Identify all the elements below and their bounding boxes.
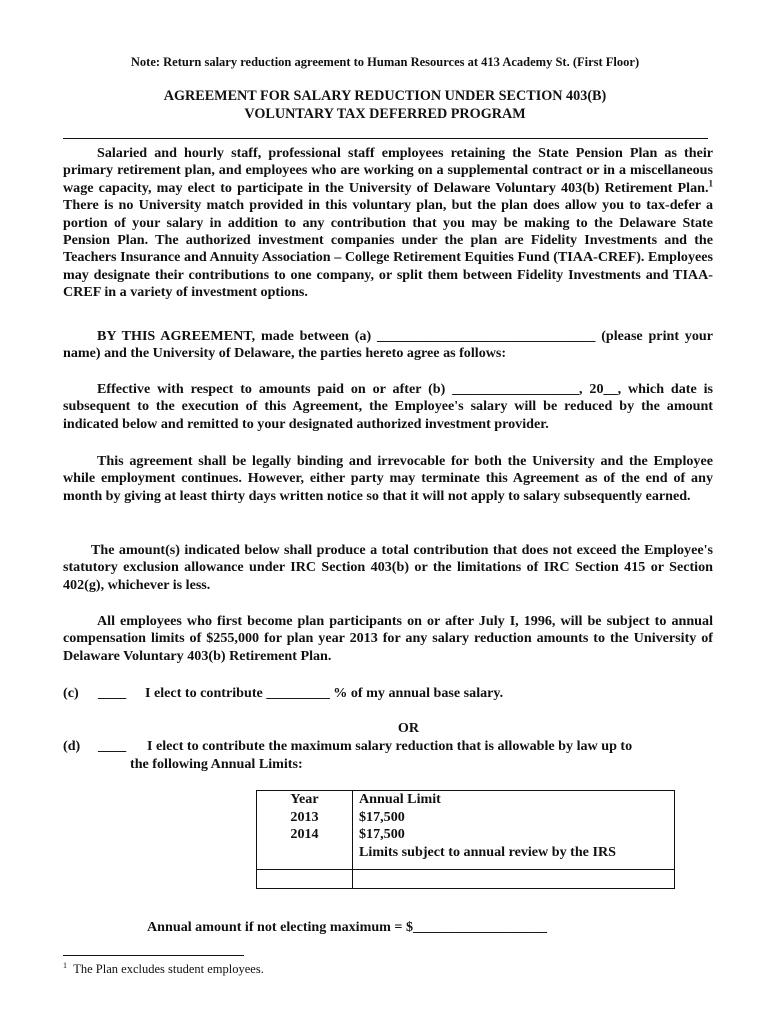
document-title-line1: AGREEMENT FOR SALARY REDUCTION UNDER SECTION 403(B) — [163, 88, 607, 104]
eligibility-paragraph — [63, 145, 713, 302]
footnote-marker: 1 — [63, 960, 67, 970]
row-year: 2014 — [257, 826, 353, 844]
footnote-text: The Plan excludes student employees. — [73, 962, 264, 976]
row-limit: $17,500 — [353, 809, 675, 827]
option-c-checkbox-blank[interactable]: ____ — [98, 685, 127, 701]
empty-cell — [353, 870, 675, 889]
title-divider — [63, 138, 708, 139]
header-year: Year — [257, 791, 353, 809]
option-c-text: I elect to contribute _________ % of my annual base salary. — [145, 685, 504, 701]
table-row — [257, 826, 675, 844]
table-row — [257, 844, 675, 870]
option-c-marker: (c) — [63, 685, 79, 701]
annual-limits-table — [256, 790, 675, 889]
agreement-parties-paragraph: BY THIS AGREEMENT, made between (a) _______________________________ (please print your name) and the University of Delaware, the parties hereto agree as follows: — [63, 328, 713, 362]
footnote-ref: 1 — [708, 178, 713, 189]
eligibility-text-a: Salaried and hourly staff, professional staff employees retaining the State Pension Plan as their primary retirement plan, and employees who are working on a supplemental contract or in a miscellaneous wage capacity, may elect to participate in the University of Delaware Voluntary 403(b) Retirement Plan. — [63, 145, 713, 196]
eligibility-text-b: There is no University match provided in this voluntary plan, but the plan does allow you to tax-defer a portion of your salary in addition to any contribution that you may be making to the Delaware State Pension Plan. The authorized investment companies under the plan are Fidelity Investments and the Teachers Insurance and Annuity Association – College Retirement Equities Fund (TIAA-CREF). Employees may designate their contributions to one company, or split them between Fidelity Investments and TIAA-CREF in a variety of investment options. — [63, 197, 713, 301]
binding-paragraph: This agreement shall be legally binding and irrevocable for both the University and the Employee while employment continues. However, either party may terminate this Agreement as of the end of any month by giving at least thirty days written notice so that it will not apply to salary subsequently earned. — [63, 453, 713, 504]
effective-date-paragraph: Effective with respect to amounts paid on or after (b) __________________, 20__, which date is subsequent to the execution of this Agreement, the Employee's salary will be reduced by the amount indicated below and remitted to your designated authorized investment provider. — [63, 381, 713, 432]
limits-note: Limits subject to annual review by the IRS — [353, 844, 675, 870]
contribution-limit-paragraph: The amount(s) indicated below shall produce a total contribution that does not exceed the Employee's statutory exclusion allowance under IRC Section 403(b) or the limitations of IRC Section 415 or Section 402(g), whichever is less. — [63, 542, 713, 593]
header-annual-limit: Annual Limit — [353, 791, 675, 809]
table-row — [257, 791, 675, 809]
document-title-line2: VOLUNTARY TAX DEFERRED PROGRAM — [244, 106, 526, 122]
annual-amount-line: Annual amount if not electing maximum = $___________________ — [147, 919, 547, 935]
empty-cell — [257, 844, 353, 870]
row-year: 2013 — [257, 809, 353, 827]
option-d-marker: (d) — [63, 738, 81, 754]
option-d-text-line1: I elect to contribute the maximum salary reduction that is allowable by law up to — [147, 738, 633, 754]
return-note: Note: Return salary reduction agreement to Human Resources at 413 Academy St. (First Floor) — [130, 55, 640, 69]
compensation-limit-paragraph: All employees who first become plan participants on or after July I, 1996, will be subject to annual compensation limits of $255,000 for plan year 2013 for any salary reduction amounts to the University of Delaware Voluntary 403(b) Retirement Plan. — [63, 613, 713, 664]
table-row — [257, 809, 675, 827]
footnote-divider — [63, 955, 244, 956]
table-row — [257, 870, 675, 889]
row-limit: $17,500 — [353, 826, 675, 844]
footnote — [63, 962, 264, 977]
empty-cell — [257, 870, 353, 889]
option-d-checkbox-blank[interactable]: ____ — [98, 738, 127, 754]
option-d-text-line2: the following Annual Limits: — [130, 756, 303, 772]
or-separator: OR — [397, 720, 420, 736]
